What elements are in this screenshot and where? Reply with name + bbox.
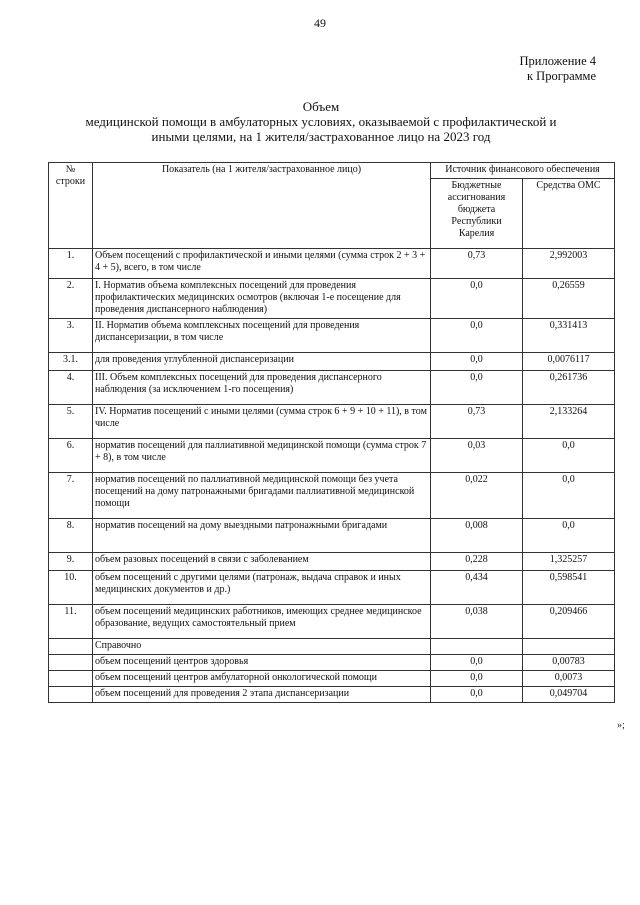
- table-row: [49, 405, 615, 439]
- header-budget: Бюджетные ассигнования бюджета Республики Карелия: [431, 179, 523, 249]
- row-oms-value: 2,133264: [523, 405, 615, 439]
- header-indicator: Показатель (на 1 жителя/застрахованное лицо): [93, 163, 431, 249]
- table-row: [49, 473, 615, 519]
- row-oms-value: 0,0: [523, 439, 615, 473]
- row-budget-value: 0,73: [431, 249, 523, 279]
- reference-row-indicator: объем посещений центров амбулаторной онкологической помощи: [93, 671, 431, 687]
- header-oms: Средства ОМС: [523, 179, 615, 249]
- row-indicator: норматив посещений для паллиативной медицинской помощи (сумма строк 7 + 8), в том числе: [93, 439, 431, 473]
- row-oms-value: 0,0076117: [523, 353, 615, 371]
- header-number: № строки: [49, 163, 93, 249]
- row-budget-value: 0,038: [431, 605, 523, 639]
- row-number: 5.: [49, 405, 93, 439]
- reference-label-row: [49, 639, 615, 655]
- row-budget-value: 0,03: [431, 439, 523, 473]
- table-row: [49, 553, 615, 571]
- table-row: [49, 319, 615, 353]
- reference-oms-empty: [523, 639, 615, 655]
- row-oms-value: 0,0: [523, 519, 615, 553]
- row-indicator: объем посещений медицинских работников, имеющих среднее медицинское образование, ведущих самостоятельный прием: [93, 605, 431, 639]
- reference-row: [49, 687, 615, 703]
- row-oms-value: 0,0: [523, 473, 615, 519]
- appendix-line-2: к Программе: [526, 69, 596, 83]
- row-number: 9.: [49, 553, 93, 571]
- reference-row-oms-value: 0,00783: [523, 655, 615, 671]
- row-budget-value: 0,434: [431, 571, 523, 605]
- table-row: [49, 439, 615, 473]
- row-oms-value: 0,598541: [523, 571, 615, 605]
- row-number: 4.: [49, 371, 93, 405]
- page-number: 49: [314, 16, 326, 30]
- reference-row-budget-value: 0,0: [431, 655, 523, 671]
- row-indicator: объем разовых посещений в связи с заболеванием: [93, 553, 431, 571]
- row-budget-value: 0,0: [431, 319, 523, 353]
- reference-number-cell: [49, 639, 93, 655]
- reference-row: [49, 671, 615, 687]
- title-line-2: медицинской помощи в амбулаторных условиях, оказываемой с профилактической и: [85, 114, 557, 129]
- reference-row-budget-value: 0,0: [431, 687, 523, 703]
- row-oms-value: 0,261736: [523, 371, 615, 405]
- row-indicator: Объем посещений с профилактической и иными целями (сумма строк 2 + 3 + 4 + 5), всего, в том числе: [93, 249, 431, 279]
- row-indicator: для проведения углубленной диспансеризации: [93, 353, 431, 371]
- table-row: [49, 249, 615, 279]
- row-number: 10.: [49, 571, 93, 605]
- reference-row-oms-value: 0,049704: [523, 687, 615, 703]
- reference-row-indicator: объем посещений для проведения 2 этапа диспансеризации: [93, 687, 431, 703]
- appendix-reference: [520, 54, 596, 84]
- row-number: 1.: [49, 249, 93, 279]
- document-title: [40, 99, 602, 144]
- row-indicator: IV. Норматив посещений с иными целями (сумма строк 6 + 9 + 10 + 11), в том числе: [93, 405, 431, 439]
- reference-row-number: [49, 671, 93, 687]
- table-row: [49, 519, 615, 553]
- reference-row-number: [49, 687, 93, 703]
- row-number: 3.: [49, 319, 93, 353]
- row-indicator: норматив посещений на дому выездными патронажными бригадами: [93, 519, 431, 553]
- row-budget-value: 0,0: [431, 353, 523, 371]
- header-source: Источник финансового обеспечения: [431, 163, 615, 179]
- row-oms-value: 2,992003: [523, 249, 615, 279]
- header-row: [49, 163, 615, 179]
- row-number: 8.: [49, 519, 93, 553]
- row-budget-value: 0,73: [431, 405, 523, 439]
- reference-row-indicator: объем посещений центров здоровья: [93, 655, 431, 671]
- row-indicator: норматив посещений по паллиативной медицинской помощи без учета посещений на дому патронажными бригадами паллиативной медицинской помощи: [93, 473, 431, 519]
- row-number: 3.1.: [49, 353, 93, 371]
- table-row: [49, 371, 615, 405]
- row-indicator: II. Норматив объема комплексных посещений для проведения диспансеризации, в том числе: [93, 319, 431, 353]
- title-line-3: иными целями, на 1 жителя/застрахованное лицо на 2023 год: [151, 129, 491, 144]
- row-indicator: III. Объем комплексных посещений для проведения диспансерного наблюдения (за исключением 1-го посещения): [93, 371, 431, 405]
- row-oms-value: 0,209466: [523, 605, 615, 639]
- appendix-line-1: Приложение 4: [519, 54, 596, 68]
- reference-row-number: [49, 655, 93, 671]
- table-row: [49, 279, 615, 319]
- table-row: [49, 571, 615, 605]
- row-budget-value: 0,0: [431, 371, 523, 405]
- volume-table: [48, 162, 615, 703]
- row-number: 6.: [49, 439, 93, 473]
- reference-label: Справочно: [93, 639, 431, 655]
- reference-row: [49, 655, 615, 671]
- row-budget-value: 0,008: [431, 519, 523, 553]
- row-number: 2.: [49, 279, 93, 319]
- row-oms-value: 1,325257: [523, 553, 615, 571]
- title-line-1: Объем: [302, 99, 340, 114]
- row-indicator: объем посещений с другими целями (патронаж, выдача справок и иных медицинских документов и др.): [93, 571, 431, 605]
- reference-row-oms-value: 0,0073: [523, 671, 615, 687]
- row-oms-value: 0,331413: [523, 319, 615, 353]
- reference-budget-empty: [431, 639, 523, 655]
- row-budget-value: 0,0: [431, 279, 523, 319]
- table-row: [49, 353, 615, 371]
- row-indicator: I. Норматив объема комплексных посещений для проведения профилактических медицинских осмотров (включая 1-е посещение для проведения диспансерного наблюдения): [93, 279, 431, 319]
- closing-mark: »;: [617, 720, 625, 731]
- table-row: [49, 605, 615, 639]
- row-oms-value: 0,26559: [523, 279, 615, 319]
- row-budget-value: 0,228: [431, 553, 523, 571]
- row-number: 11.: [49, 605, 93, 639]
- row-budget-value: 0,022: [431, 473, 523, 519]
- row-number: 7.: [49, 473, 93, 519]
- reference-row-budget-value: 0,0: [431, 671, 523, 687]
